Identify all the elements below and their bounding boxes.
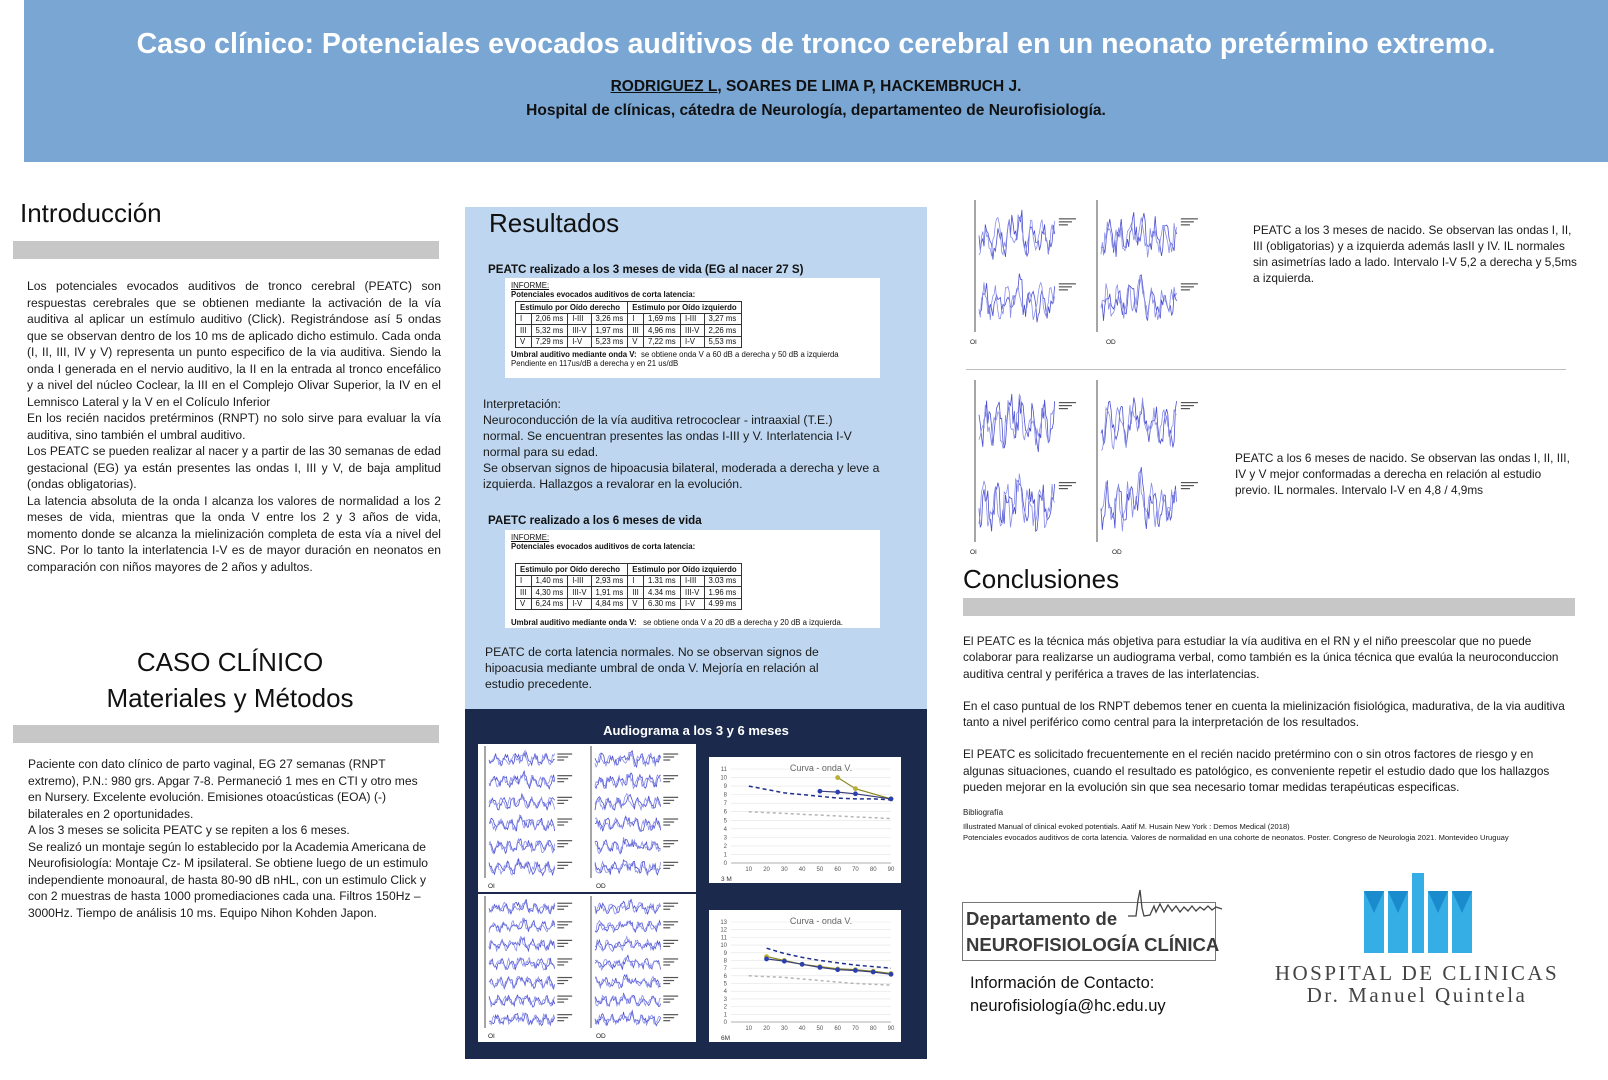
table-cell: 1,97 ms <box>591 325 628 337</box>
interp-line: izquierda. Hallazgos a revalorar en la evolución. <box>483 477 743 491</box>
authors <box>24 78 1608 96</box>
audiogram-panel <box>465 709 927 1059</box>
x-tick-label: 50 <box>816 867 824 873</box>
r3-col-left: Estimulo por Oído izquierdo <box>628 302 741 314</box>
chart-title: Curva - onda V. <box>789 916 853 926</box>
table-row <box>516 587 742 599</box>
table-row <box>516 598 742 610</box>
y-tick-label: 0 <box>723 1020 727 1026</box>
table-cell: 7,22 ms <box>643 336 680 348</box>
label-od: OD <box>596 883 606 890</box>
x-tick-label: 50 <box>816 1026 824 1032</box>
y-tick-label: 10 <box>720 775 727 782</box>
y-tick-label: 1 <box>723 1012 727 1019</box>
y-tick-label: 2 <box>723 843 727 850</box>
series-line <box>767 948 891 968</box>
table-cell: III <box>516 325 532 337</box>
intro-paragraph: La latencia absoluta de la onda I alcanza los valores de normalidad a los 2 meses de vida, mientras que la onda V entre los 2 y 3 años de vida, momento donde se alcanza la mielinización completa de esta vía a nivel del SNC. Por lo tanto la interlatencia I-V es de mayor duración en neonatos en comparación con niños mayores de 2 años y adultos. <box>27 493 441 574</box>
y-tick-label: 12 <box>720 927 727 934</box>
y-tick-label: 9 <box>723 950 727 957</box>
label-oi: OI <box>970 339 977 346</box>
hospital-logo-icon <box>1362 873 1474 957</box>
r6-subtitle: Potenciales evocados auditivos de corta latencia: <box>511 542 696 551</box>
y-tick-label: 3 <box>723 996 727 1003</box>
waveform-image <box>478 744 696 892</box>
label-od: OD <box>596 1033 606 1040</box>
institution: Hospital de clínicas, cátedra de Neurología, departamenteo de Neurofisiología. <box>526 102 1106 119</box>
interp-line: Se observan signos de hipoacusia bilateral, moderada a derecha y leve a <box>483 461 880 475</box>
conclusions-text <box>963 633 1575 843</box>
x-tick-label: 80 <box>869 867 877 873</box>
x-tick-label: 40 <box>798 867 806 873</box>
r6-col-left: Estimulo por Oído izquierdo <box>628 564 741 576</box>
intro-paragraph: Los PEATC se pueden realizar al nacer y a partir de las 30 semanas de edad gestacional (EG) ya están presentes las ondas I, III y V, de baja amplitud (ondas obligatorias). <box>27 444 441 491</box>
data-point <box>800 962 805 967</box>
y-tick-label: 5 <box>723 818 727 825</box>
x-tick-label: 40 <box>798 1026 806 1032</box>
data-point <box>817 965 822 970</box>
dept-logo-text <box>966 906 1219 958</box>
caso-title <box>24 644 436 716</box>
other-authors: , SOARES DE LIMA P, HACKEMBRUCH J. <box>717 78 1022 95</box>
data-point <box>835 790 840 795</box>
r3-heading: PEATC realizado a los 3 meses de vida (EG al nacer 27 S) <box>488 263 804 276</box>
table-row <box>516 336 742 348</box>
chart-title: Curva - onda V. <box>789 763 853 773</box>
table-cell: 4,84 ms <box>591 598 628 610</box>
y-tick-label: 11 <box>720 767 727 773</box>
contact-email[interactable]: neurofisiología@hc.edu.uy <box>970 997 1166 1015</box>
table-cell: 4,30 ms <box>531 587 568 599</box>
r3-umbral: Umbral auditivo mediante onda V: se obtiene onda V a 60 dB a derecha y 50 dB a izquierda <box>511 350 839 359</box>
data-point <box>835 967 840 972</box>
x-tick-label: 80 <box>869 1026 877 1032</box>
x-tick-label: 90 <box>887 867 895 873</box>
conclusions-divider <box>963 598 1575 616</box>
intro-paragraph: En los recién nacidos pretérminos (RNPT) no solo sirve para evaluar la vía auditiva, sino también el umbral auditivo. <box>27 411 441 442</box>
table-cell: I-V <box>568 598 591 610</box>
table-cell: III <box>628 325 644 337</box>
data-point <box>764 957 769 962</box>
hospital-line2: Dr. Manuel Quintela <box>1306 983 1528 1007</box>
conclusion-paragraph: En el caso puntual de los RNPT debemos tener en cuenta la mielinización fisiológica, madurativa, de la via auditiva tanto a nivel periférico como central para la interpretación de los resultados. <box>963 698 1565 730</box>
y-tick-label: 6 <box>723 809 727 816</box>
y-tick-label: 3 <box>723 835 727 842</box>
right-divider <box>966 369 1566 370</box>
intro-paragraph: Los potenciales evocados auditivos de tronco cerebral (PEATC) son respuestas cerebrales que se obtienen mediante la activación de la vía auditiva al aplicar un estímulo auditivo (Click). Registrándose así 5 ondas que se observan dentro de los 10 ms de aplicado dicho estimulo. Cada onda (I, II, III, IV y V) representa un punto especifico de la via auditiva. Siendo la onda I generada en el nervio auditivo, la II en la entrada al tronco encefálico y a nivel del núcleo Coclear, la III en el Complejo Olivar Superior, la IV en el Lemnisco Lateral y la V en el Colículo Inferior <box>27 279 441 409</box>
label-oi: OI <box>488 1033 495 1040</box>
x-tick-label: 30 <box>780 867 788 873</box>
dept-line1: Departamento de <box>966 908 1118 929</box>
conclusion-paragraph: El PEATC es la técnica más objetiva para estudiar la vía auditiva en el RN y el niño preescolar que no puede colaborar para realizarse un audiograma verbal, como también es la única técnica que evalúa la neuroconduccion auditiva central y periférica a traves de las interlatencias. <box>963 634 1559 681</box>
y-tick-label: 8 <box>723 792 727 799</box>
data-point <box>835 775 840 780</box>
x-tick-label: 20 <box>763 867 770 873</box>
table-cell: 4.99 ms <box>704 598 741 610</box>
data-point <box>871 970 876 975</box>
table-cell: I <box>516 313 532 325</box>
table-row <box>516 325 742 337</box>
interp-line: normal para su edad. <box>483 445 599 459</box>
table-row <box>516 575 742 587</box>
y-tick-label: 4 <box>723 989 727 996</box>
caso-divider <box>13 725 439 743</box>
table-cell: I-V <box>568 336 591 348</box>
data-point <box>853 791 858 796</box>
intro-title: Introducción <box>20 198 162 228</box>
table-cell: 5,32 ms <box>531 325 568 337</box>
table-cell: 1,40 ms <box>531 575 568 587</box>
table-cell: 2,06 ms <box>531 313 568 325</box>
data-point <box>817 789 822 794</box>
series-line <box>838 778 891 799</box>
x-tick-label: 30 <box>780 1026 788 1032</box>
r3-col-right: Estimulo por Oído derecho <box>516 302 628 314</box>
series-line <box>749 812 891 819</box>
waveform-3m-right <box>968 198 1218 346</box>
hospital-name <box>1262 962 1572 1006</box>
r3-informe: INFORME: <box>511 281 550 290</box>
poster-header <box>24 0 1608 162</box>
r6-table <box>515 563 742 610</box>
table-cell: 7,29 ms <box>531 336 568 348</box>
waveform-image <box>478 894 696 1042</box>
dept-line2: NEUROFISIOLOGÍA CLÍNICA <box>966 934 1220 955</box>
y-tick-label: 13 <box>720 920 727 926</box>
table-cell: 6,24 ms <box>531 598 568 610</box>
x-tick-label: 10 <box>745 867 753 873</box>
x-axis-label: 3 M <box>721 876 732 883</box>
biblio-item: Potenciales evocados auditivos de corta latencia. Valores de normalidad en una cohorte de neonatos. Poster. Congreso de Neurologia 2021. Montevideo Uruguay <box>963 832 1509 842</box>
table-cell: 5,53 ms <box>704 336 741 348</box>
y-tick-label: 7 <box>723 966 727 973</box>
x-tick-label: 70 <box>852 867 859 873</box>
r3-pendiente: Pendiente en 117us/dB a derecha y en 21 us/dB <box>511 359 679 368</box>
table-cell: V <box>628 598 644 610</box>
table-cell: I-III <box>568 313 591 325</box>
table-cell: III <box>516 587 532 599</box>
waveform-6m-right <box>968 378 1218 556</box>
y-tick-label: 2 <box>723 1004 727 1011</box>
x-tick-label: 60 <box>834 1026 842 1032</box>
table-cell: III-V <box>568 587 591 599</box>
contact-label: Información de Contacto: <box>970 974 1155 992</box>
y-tick-label: 0 <box>723 861 727 867</box>
y-tick-label: 5 <box>723 981 727 988</box>
data-point <box>782 959 787 964</box>
waveform-image <box>968 378 1218 556</box>
first-author: RODRIGUEZ L <box>610 78 718 95</box>
y-tick-label: 9 <box>723 784 727 791</box>
waveform-panel-6m <box>478 894 696 1042</box>
r6-conclusion: PEATC de corta latencia normales. No se observan signos de hipoacusia mediante umbral de onda V. Mejoría en relación al estudio precedente. <box>485 645 819 691</box>
table-cell: 3.03 ms <box>704 575 741 587</box>
r6-col-right: Estimulo por Oído derecho <box>516 564 628 576</box>
biblio-title: Bibliografía <box>963 808 1004 818</box>
table-cell: III <box>628 587 644 599</box>
hospital-line1: HOSPITAL DE CLINICAS <box>1274 961 1560 985</box>
intro-text <box>27 278 441 575</box>
x-tick-label: 10 <box>745 1026 753 1032</box>
table-cell: 1,69 ms <box>643 313 680 325</box>
table-cell: 5,23 ms <box>591 336 628 348</box>
table-cell: 1.31 ms <box>643 575 680 587</box>
chart-6m <box>709 910 901 1042</box>
x-tick-label: 70 <box>852 1026 859 1032</box>
y-tick-label: 4 <box>723 826 727 833</box>
r6-informe: INFORME: <box>511 533 550 542</box>
interp-title: Interpretación: <box>483 397 561 411</box>
table-cell: I-III <box>681 575 705 587</box>
table-cell: III-V <box>681 587 705 599</box>
y-tick-label: 10 <box>720 943 727 950</box>
data-point <box>853 786 858 791</box>
data-point <box>889 797 894 802</box>
data-point <box>889 972 894 977</box>
x-tick-label: 20 <box>763 1026 770 1032</box>
table-cell: I <box>628 313 644 325</box>
table-cell: I-III <box>568 575 591 587</box>
interp-line: normal. Se encuentran presentes las ondas I-III y V. Interlatencia I-V <box>483 429 852 443</box>
y-tick-label: 11 <box>720 935 727 942</box>
table-cell: III-V <box>681 325 705 337</box>
x-tick-label: 60 <box>834 867 842 873</box>
table-cell: 4,96 ms <box>643 325 680 337</box>
r3-table <box>515 301 742 348</box>
waveform-image <box>968 198 1218 346</box>
contact-info <box>970 972 1166 1018</box>
audiogram-title: Audiograma a los 3 y 6 meses <box>603 723 789 738</box>
results-panel <box>465 207 927 709</box>
table-cell: I-III <box>681 313 705 325</box>
conclusions-title: Conclusiones <box>963 564 1120 594</box>
biblio-item: Illustrated Manual of clinical evoked potentials. Aatif M. Husain New York : Demos Medical (2018) <box>963 822 1290 832</box>
label-od: OD <box>1112 549 1122 556</box>
label-oi: OI <box>488 883 495 890</box>
y-tick-label: 6 <box>723 973 727 980</box>
table-cell: V <box>628 336 644 348</box>
r3-subtitle: Potenciales evocados auditivos de corta latencia: <box>511 290 696 299</box>
table-cell: V <box>516 336 532 348</box>
table-cell: 1.96 ms <box>704 587 741 599</box>
table-row <box>516 313 742 325</box>
caso-title-line2: Materiales y Métodos <box>106 683 354 713</box>
table-cell: 6.30 ms <box>643 598 680 610</box>
r3-interpretation <box>483 396 913 492</box>
waveform-panel-3m <box>478 744 696 892</box>
table-cell: I-V <box>681 336 705 348</box>
r6-report <box>505 530 880 628</box>
onda-v-chart-6m <box>709 910 901 1042</box>
table-cell: I <box>628 575 644 587</box>
results-title: Resultados <box>489 208 620 238</box>
y-tick-label: 8 <box>723 958 727 965</box>
label-od: OD <box>1106 339 1116 346</box>
table-cell: 3,26 ms <box>591 313 628 325</box>
data-point <box>853 968 858 973</box>
table-cell: 2,26 ms <box>704 325 741 337</box>
caso-text <box>28 756 428 921</box>
table-cell: 1,91 ms <box>591 587 628 599</box>
onda-v-chart-3m <box>709 757 901 883</box>
caption-3m: PEATC a los 3 meses de nacido. Se observan las ondas I, II, III (obligatorias) y a izquierda además lasII y IV. IL normales sin asimetrías lado a lado. Intervalo I-V 5,2 a derecha y 5,5ms a izquierda. <box>1253 223 1577 285</box>
interp-line: Neuroconducción de la vía auditiva retrococlear - intraaxial (T.E.) <box>483 413 833 427</box>
table-cell: III-V <box>568 325 591 337</box>
r6-umbral: Umbral auditivo mediante onda V: se obtiene onda V a 20 dB a derecha y 20 dB a izquierda. <box>511 618 843 627</box>
table-cell: 3,27 ms <box>704 313 741 325</box>
label-oi: OI <box>970 549 977 556</box>
table-cell: I-V <box>681 598 705 610</box>
intro-divider <box>13 241 439 259</box>
y-tick-label: 1 <box>723 852 727 859</box>
r3-report <box>505 278 880 378</box>
table-cell: I <box>516 575 532 587</box>
table-cell: V <box>516 598 532 610</box>
conclusion-paragraph: El PEATC es solicitado frecuentemente en el recién nacido pretérmino con o sin otros factores de riesgo y en algunas situaciones, cuando el resultado es patológico, es conveniente repetir el estudio dado que los hallazgos pueden mejorar en la evolución sin que sea necesario tomar medidas terapéuticas especificas. <box>963 747 1550 795</box>
caso-paragraph: A los 3 meses se solicita PEATC y se repiten a los 6 meses. <box>28 823 350 837</box>
poster-title: Caso clínico: Potenciales evocados auditivos de tronco cerebral en un neonato pretérmino extremo. <box>136 28 1496 60</box>
table-cell: 4.34 ms <box>643 587 680 599</box>
caption-6m: PEATC a los 6 meses de nacido. Se observan las ondas I, II, III, IV y V mejor conformadas a derecha en relación al estudio previo. IL normales. Intervalo I-V en 4,8 / 4,9ms <box>1235 451 1570 497</box>
caso-paragraph: Paciente con dato clínico de parto vaginal, EG 27 semanas (RNPT extremo), P.N.: 980 grs. Apgar 7-8. Permaneció 1 mes en CTI y otro mes en Nursery. Excelente evolución. Emisiones otoacústicas (EOA) (-) bilaterales en 2 oportunidades. <box>28 757 418 821</box>
chart-3m <box>709 757 901 883</box>
r6-heading: PAETC realizado a los 6 meses de vida <box>488 514 702 527</box>
caso-title-line1: CASO CLÍNICO <box>136 647 324 677</box>
x-axis-label: 6M <box>721 1035 731 1042</box>
table-cell: 2,93 ms <box>591 575 628 587</box>
y-tick-label: 7 <box>723 801 727 808</box>
x-tick-label: 90 <box>887 1026 895 1032</box>
caso-paragraph: Se realizó un montaje según lo establecido por la Academia Americana de Neurofisiología: Montaje Cz- M ipsilateral. Se obtiene luego de un estimulo independiente monoaural, de hasta 80-90 dB nHL, con un estimulo Click y con 2 muestras de hasta 1000 promediaciones cada una. Filtros 150Hz – 3000Hz. Tiempo de análisis 10 ms. Equipo Nihon Kohden Japon. <box>28 839 428 920</box>
